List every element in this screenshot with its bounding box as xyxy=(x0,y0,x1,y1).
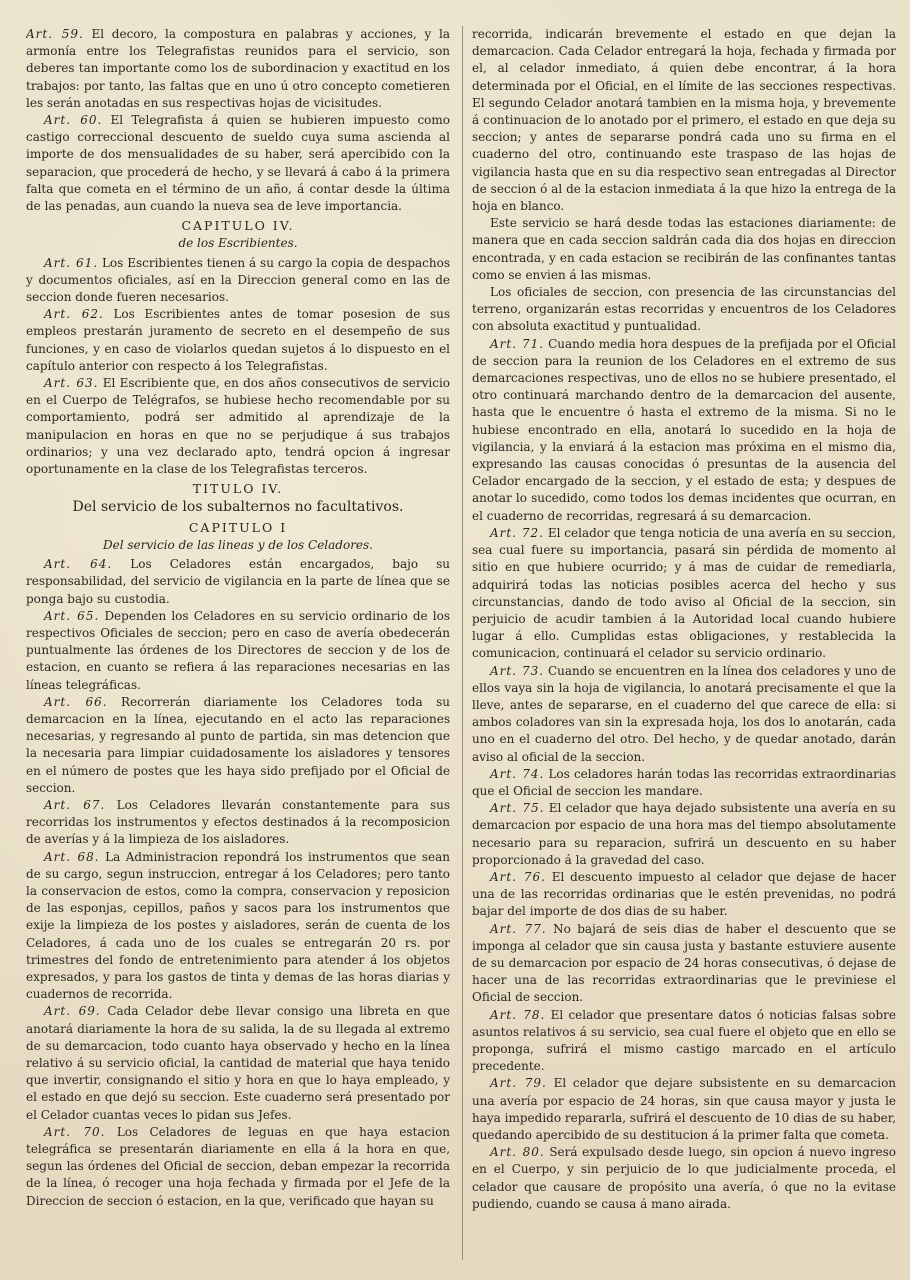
article-paragraph xyxy=(26,797,450,849)
section-heading: CAPITULO I xyxy=(188,519,288,535)
column-divider xyxy=(462,26,463,1260)
article-paragraph xyxy=(472,1144,896,1213)
article-paragraph xyxy=(26,1124,450,1210)
article-number: Art. 61. xyxy=(44,255,99,270)
article-text: El descuento impuesto al celador que dejase de hacer una de las recorridas ordinarias que le estén prevenidas, no podrá bajar del importe de dos dias de su haber. xyxy=(472,869,897,919)
article-paragraph xyxy=(472,284,896,336)
article-text: La Administracion repondrá los instrumentos que sean de su cargo, segun instruccion, entregar á los Celadores; pero tanto la conservacion de estos, como la compra, conservacion y reposicion de las esponjas, cepillos, paños y sacos para los instrumentos que exije la limpieza de los postes y aisladores, serán de cuenta de los Celadores, á cada uno de los cuales se entregarán 20 rs. por trimestres del fondo de entretenimiento para atender á los objetos expresados, y para los gastos de tinta y demas de las horas diarias y cuadernos de recorrida. xyxy=(26,849,451,1002)
article-paragraph xyxy=(26,694,450,797)
article-number: Art. 75. xyxy=(490,801,545,816)
article-text: Cuando media hora despues de la prefijada por el Oficial de seccion para la reunion de los Celadores en el extremo de sus demarcaciones respectivas, uno de ellos no se hubiere presentado, el otro continuará marchando dentro de la demarcacion del ausente, hasta que le encuentre ó hasta el extremo de la misma. Si no le hubiese encontrado en ella, anotará lo sucedido en la hoja de vigilancia, y la enviará á la estacion mas próxima en el mismo dia, expresando las causas conocidas ó presuntas de la ausencia del Celador encargado de la seccion, y el estado de esta; y despues de anotar lo sucedido, como todos los demas incidentes que ocurran, en el cuaderno de recorridas, regresará á su demarcacion. xyxy=(472,336,897,523)
article-paragraph xyxy=(472,800,896,869)
article-text: Los celadores harán todas las recorridas extraordinarias que el Oficial de seccion les mandare. xyxy=(472,766,897,798)
article-paragraph xyxy=(472,215,896,284)
article-number: Art. 62. xyxy=(44,307,104,322)
article-paragraph xyxy=(26,849,450,1004)
article-number: Art. 78. xyxy=(490,1007,546,1022)
section-heading: Del servicio de los subalternos no facultativos. xyxy=(72,499,404,516)
article-text: Los Celadores de leguas en que haya estacion telegráfica se presentarán diariamente en ella á la hora en que, segun las órdenes del Oficial de seccion, deban empezar la recorrida de la línea, ó recoger una hoja fechada y firmada por el Jefe de la Direccion de seccion ó estacion, en la que, verificado que hayan su xyxy=(26,1124,451,1208)
article-paragraph xyxy=(26,608,450,694)
two-column-layout xyxy=(26,26,896,1260)
article-text: Recorrerán diariamente los Celadores toda su demarcacion en la línea, ejecutando en el acto las reparaciones necesarias, y regresando al punto de partida, sin mas detencion que la necesaria para limpiar cuidadosamente los aisladores y tensores en el número de postes que les haya sido prefijado por el Oficial de seccion. xyxy=(26,694,451,795)
article-number: Art. 79. xyxy=(490,1076,547,1091)
article-paragraph xyxy=(26,112,450,215)
article-text: El celador que tenga noticia de una avería en su seccion, sea cual fuere su importancia, pasará sin pérdida de momento al sitio en que hubiere ocurrido; y á mas de cuidar de remediarla, adquirirá todas las noticias posibles acerca del hecho y sus circunstancias, dando de todo aviso al Oficial de la seccion, sin perjuicio de acudir tambien á la Autoridad local cuando hubiere lugar á ello. Cumplidas estas obligaciones, y restablecida la comunicacion, continuará el celador su servicio ordinario. xyxy=(472,525,897,661)
article-paragraph xyxy=(472,336,896,525)
article-paragraph xyxy=(26,255,450,307)
article-paragraph xyxy=(26,375,450,478)
chapter-subtitle: Del servicio de las lineas y de los Celadores. xyxy=(103,537,373,552)
article-number: Art. 72. xyxy=(490,525,544,540)
article-text: Los oficiales de seccion, con presencia de las circunstancias del terreno, organizarán estas recorridas y encuentros de los Celadores con absoluta exactitud y puntualidad. xyxy=(472,285,897,334)
section-heading: TITULO IV. xyxy=(192,481,284,497)
article-number: Art. 76. xyxy=(490,869,546,884)
article-paragraph xyxy=(472,921,896,1007)
article-number: Art. 71. xyxy=(490,336,545,351)
article-paragraph xyxy=(26,556,450,608)
left-column xyxy=(26,26,450,1260)
article-text: Dependen los Celadores en su servicio ordinario de los respectivos Oficiales de seccion; pero en caso de avería obedecerán puntualmente las órdenes de los Directores de seccion y de los de estacion, en cuanto se refiera á las reparaciones necesarias en las líneas telegráficas. xyxy=(26,608,451,692)
article-text: El Telegrafista á quien se hubieren impuesto como castigo correccional descuento de sueldo cuya suma ascienda al importe de dos mensualidades de su haber, será apercibido con la separacion, que procederá de hecho, y se llevará á cabo á la primera falta que cometa en el término de un año, á contar desde la última de las penadas, aun cuando la nueva sea de leve importancia. xyxy=(26,113,451,214)
article-number: Art. 66. xyxy=(44,694,108,709)
article-text: Los Celadores están encargados, bajo su responsabilidad, del servicio de vigilancia en la parte de línea que se ponga bajo su custodia. xyxy=(26,557,451,606)
right-column xyxy=(472,26,896,1260)
article-number: Art. 64. xyxy=(44,557,113,572)
article-number: Art. 59. xyxy=(26,27,84,41)
article-paragraph xyxy=(26,1003,450,1123)
article-text: recorrida, indicarán brevemente el estado en que dejan la demarcacion. Cada Celador entregará la hoja, fechada y firmada por el, al celador inmediato, á quien debe encontrar, á la hora determinada por el Oficial, en el límite de las secciones respectivas. El segundo Celador anotará tambien en la misma hoja, y brevemente á continuacion de lo anotado por el primero, el estado en que deja su seccion; y antes de separarse pondrá cada uno su firma en el cuaderno del otro, continuando este traspaso de las hojas de vigilancia hasta que en su dia respectivo sean entregadas al Director de seccion ó al de la estacion inmediata á la que hizo la entrega de la hoja en blanco. xyxy=(472,27,897,214)
article-number: Art. 67. xyxy=(44,797,106,812)
article-text: Los Celadores llevarán constantemente para sus recorridas los instrumentos y efectos destinados á la recomposicion de averías y á la limpieza de los aisladores. xyxy=(26,797,451,847)
article-paragraph xyxy=(472,663,896,766)
article-text: El celador que presentare datos ó noticias falsas sobre asuntos relativos á su servicio, sea cual fuere el objeto que en ello se proponga, sufrirá el mismo castigo marcado en el artículo precedente. xyxy=(472,1007,897,1074)
article-paragraph xyxy=(26,306,450,375)
article-number: Art. 69. xyxy=(44,1004,101,1019)
article-paragraph xyxy=(472,525,896,663)
article-text: Cuando se encuentren en la línea dos celadores y uno de ellos vaya sin la hoja de vigilancia, lo anotará precisamente el que la lleve, antes de separarse, en el cuaderno del que carece de ella: si ambos coladores van sin la expresada hoja, los dos lo anotarán, cada uno en el cuaderno del otro. Del hecho, y de quedar anotado, darán aviso al oficial de la seccion. xyxy=(472,663,897,764)
article-text: Será expulsado desde luego, sin opcion á nuevo ingreso en el Cuerpo, y sin perjuicio de lo que judicialmente proceda, el celador que causare de propósito una avería, ó que no la evitase pudiendo, cuando se causa á mano airada. xyxy=(472,1145,897,1211)
article-text: Cada Celador debe llevar consigo una libreta en que anotará diariamente la hora de su salida, la de su llegada al extremo de su demarcacion, todo cuanto haya observado y hecho en la línea relativo á su servicio oficial, la cantidad de material que haya tenido que invertir, consignando el sitio y hora en que lo haya empleado, y el estado en que dejó su seccion. Este cuaderno será presentado por el Celador cuantas veces lo pidan sus Jefes. xyxy=(26,1004,451,1122)
article-number: Art. 65. xyxy=(44,608,100,623)
article-paragraph xyxy=(472,26,896,215)
article-text: El celador que dejare subsistente en su demarcacion una avería por espacio de 24 horas, sin que causa mayor y justa le haya impedido repararla, sufrirá el descuento de 10 dias de su haber, quedando apercibido de su destitucion á la primer falta que cometa. xyxy=(472,1076,897,1142)
article-text: El Escribiente que, en dos años consecutivos de servicio en el Cuerpo de Telégrafos, se hubiese hecho recomendable por su comportamiento, podrá ser admitido al aprendizaje de la manipulacion en horas en que no se perjudique á sus trabajos ordinarios; y una vez declarado apto, tendrá opcion á ingresar oportunamente en la clase de los Telegrafistas terceros. xyxy=(26,376,451,477)
article-text: Los Escribientes antes de tomar posesion de sus empleos prestarán juramento de secreto en el desempeño de sus funciones, y en caso de violarlos quedan sujetos á lo dispuesto en el capítulo anterior con respecto á los Telegrafistas. xyxy=(26,307,451,373)
chapter-subtitle: de los Escribientes. xyxy=(178,236,298,251)
article-number: Art. 63. xyxy=(44,376,99,391)
article-number: Art. 74. xyxy=(490,766,545,781)
article-paragraph xyxy=(472,1007,896,1076)
article-number: Art. 68. xyxy=(44,849,100,864)
article-number: Art. 60. xyxy=(44,113,103,128)
article-text: El celador que haya dejado subsistente una avería en su demarcacion por espacio de una hora mas del tiempo absolutamente necesario para su reparacion, sufrirá un descuento en su haber proporcionado á la gravedad del caso. xyxy=(472,801,897,867)
article-number: Art. 73. xyxy=(490,663,545,678)
section-heading: CAPITULO IV. xyxy=(181,218,295,234)
article-number: Art. 77. xyxy=(490,921,547,936)
article-paragraph xyxy=(472,766,896,800)
article-text: No bajará de seis dias de haber el descuento que se imponga al celador que sin causa justa y bastante estuviere ausente de su demarcacion por espacio de 24 horas consecutivas, ó dejase de hacer una de las recorridas extraordinarias que le previniese el Oficial de seccion. xyxy=(472,921,897,1005)
article-paragraph xyxy=(26,26,450,112)
article-text: Este servicio se hará desde todas las estaciones diariamente: de manera que en cada seccion saldrán cada dia dos hojas en direccion encontrada, y en cada estacion se recibirán de las confinantes tantas como se envien á las mismas. xyxy=(472,216,897,282)
article-number: Art. 70. xyxy=(44,1124,106,1139)
article-paragraph xyxy=(472,869,896,921)
article-paragraph xyxy=(472,1075,896,1144)
article-number: Art. 80. xyxy=(490,1145,545,1160)
article-text: El decoro, la compostura en palabras y acciones, y la armonía entre los Telegrafistas reunidos para el servicio, son deberes tan importante como los de subordinacion y exactitud en los trabajos: por tanto, las faltas que en uno ú otro concepto cometieren les serán anotadas en sus respectivas hojas de vicisitudes. xyxy=(26,27,451,110)
article-text: Los Escribientes tienen á su cargo la copia de despachos y documentos oficiales, así en la Direccion general como en las de seccion donde fueren necesarios. xyxy=(26,255,451,305)
